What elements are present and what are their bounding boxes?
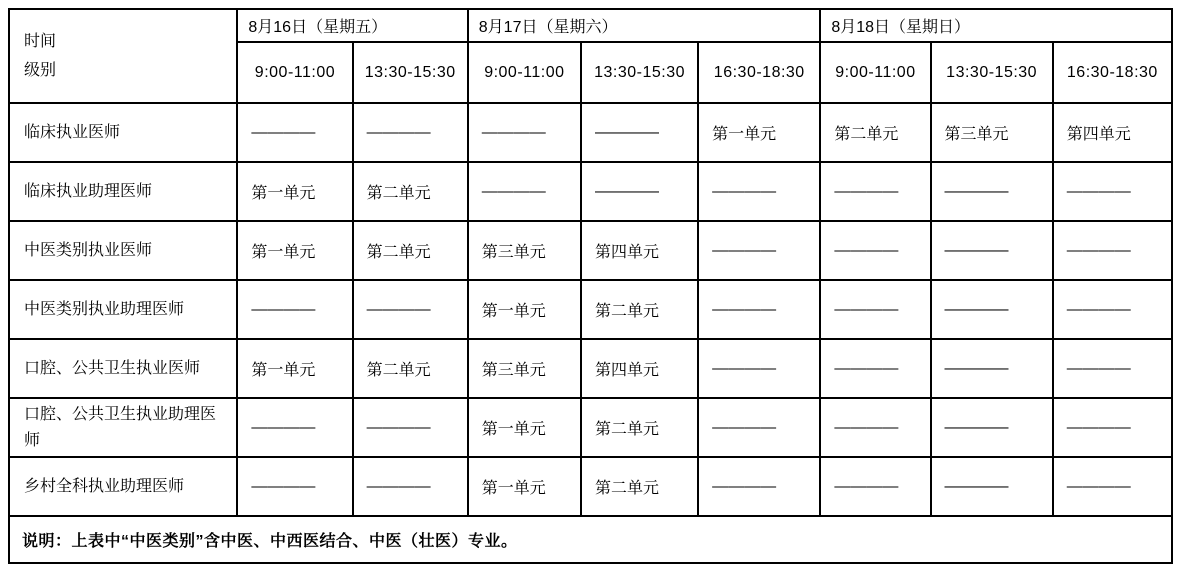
cell-r4-c4: 第二单元 bbox=[581, 280, 698, 339]
row-label: 中医类别执业助理医师 bbox=[9, 280, 237, 339]
time-header-c2: 13:30-15:30 bbox=[353, 42, 468, 103]
cell-r1-c6: 第二单元 bbox=[820, 103, 930, 162]
cell-r6-c1: ———— bbox=[237, 398, 352, 457]
cell-r4-c8: ———— bbox=[1053, 280, 1172, 339]
row-label: 临床执业助理医师 bbox=[9, 162, 237, 221]
cell-r3-c7: ———— bbox=[931, 221, 1053, 280]
row-label: 中医类别执业医师 bbox=[9, 221, 237, 280]
table-row-clinical-assistant bbox=[9, 162, 1172, 221]
table-row-rural-general-assistant bbox=[9, 457, 1172, 516]
date-header-aug17: 8月17日（星期六） bbox=[468, 9, 821, 42]
cell-r6-c3: 第一单元 bbox=[468, 398, 581, 457]
row-label: 口腔、公共卫生执业医师 bbox=[9, 339, 237, 398]
time-header-c4: 13:30-15:30 bbox=[581, 42, 698, 103]
cell-r6-c2: ———— bbox=[353, 398, 468, 457]
cell-r1-c8: 第四单元 bbox=[1053, 103, 1172, 162]
cell-r6-c7: ———— bbox=[931, 398, 1053, 457]
cell-r5-c6: ———— bbox=[820, 339, 930, 398]
cell-r2-c1: 第一单元 bbox=[237, 162, 352, 221]
cell-r1-c4: ———— bbox=[581, 103, 698, 162]
cell-r7-c2: ———— bbox=[353, 457, 468, 516]
row-label: 口腔、公共卫生执业助理医师 bbox=[9, 398, 237, 457]
cell-r7-c8: ———— bbox=[1053, 457, 1172, 516]
cell-r1-c3: ———— bbox=[468, 103, 581, 162]
time-header-c6: 9:00-11:00 bbox=[820, 42, 930, 103]
cell-r5-c4: 第四单元 bbox=[581, 339, 698, 398]
cell-r2-c7: ———— bbox=[931, 162, 1053, 221]
cell-r7-c1: ———— bbox=[237, 457, 352, 516]
cell-r5-c1: 第一单元 bbox=[237, 339, 352, 398]
cell-r5-c3: 第三单元 bbox=[468, 339, 581, 398]
cell-r2-c4: ———— bbox=[581, 162, 698, 221]
exam-schedule-page bbox=[0, 8, 1181, 584]
cell-r2-c6: ———— bbox=[820, 162, 930, 221]
corner-header-cell bbox=[9, 9, 237, 103]
exam-schedule-table bbox=[8, 8, 1173, 564]
date-header-aug16: 8月16日（星期五） bbox=[237, 9, 467, 42]
row-label: 临床执业医师 bbox=[9, 103, 237, 162]
cell-r7-c5: ———— bbox=[698, 457, 820, 516]
cell-r3-c6: ———— bbox=[820, 221, 930, 280]
cell-r5-c5: ———— bbox=[698, 339, 820, 398]
cell-r7-c3: 第一单元 bbox=[468, 457, 581, 516]
cell-r2-c2: 第二单元 bbox=[353, 162, 468, 221]
cell-r3-c2: 第二单元 bbox=[353, 221, 468, 280]
corner-label-time: 时间 bbox=[24, 33, 57, 50]
cell-r2-c5: ———— bbox=[698, 162, 820, 221]
row-label: 乡村全科执业助理医师 bbox=[9, 457, 237, 516]
cell-r1-c5: 第一单元 bbox=[698, 103, 820, 162]
cell-r4-c5: ———— bbox=[698, 280, 820, 339]
cell-r7-c6: ———— bbox=[820, 457, 930, 516]
table-row-tcm-physician bbox=[9, 221, 1172, 280]
cell-r7-c4: 第二单元 bbox=[581, 457, 698, 516]
cell-r5-c8: ———— bbox=[1053, 339, 1172, 398]
cell-r4-c3: 第一单元 bbox=[468, 280, 581, 339]
cell-r4-c6: ———— bbox=[820, 280, 930, 339]
cell-r2-c8: ———— bbox=[1053, 162, 1172, 221]
cell-r3-c5: ———— bbox=[698, 221, 820, 280]
cell-r4-c7: ———— bbox=[931, 280, 1053, 339]
cell-r3-c8: ———— bbox=[1053, 221, 1172, 280]
time-header-c7: 13:30-15:30 bbox=[931, 42, 1053, 103]
cell-r7-c7: ———— bbox=[931, 457, 1053, 516]
cell-r6-c4: 第二单元 bbox=[581, 398, 698, 457]
date-header-aug18: 8月18日（星期日） bbox=[820, 9, 1172, 42]
table-row-dental-public-health-assistant bbox=[9, 398, 1172, 457]
cell-r4-c2: ———— bbox=[353, 280, 468, 339]
time-header-c8: 16:30-18:30 bbox=[1053, 42, 1172, 103]
time-header-c5: 16:30-18:30 bbox=[698, 42, 820, 103]
cell-r1-c1: ———— bbox=[237, 103, 352, 162]
cell-r5-c7: ———— bbox=[931, 339, 1053, 398]
cell-r2-c3: ———— bbox=[468, 162, 581, 221]
cell-r3-c4: 第四单元 bbox=[581, 221, 698, 280]
cell-r4-c1: ———— bbox=[237, 280, 352, 339]
time-header-c1: 9:00-11:00 bbox=[237, 42, 352, 103]
table-row-tcm-assistant bbox=[9, 280, 1172, 339]
table-note: 说明：上表中“中医类别”含中医、中西医结合、中医（壮医）专业。 bbox=[9, 516, 1172, 563]
cell-r5-c2: 第二单元 bbox=[353, 339, 468, 398]
note-row bbox=[9, 516, 1172, 563]
cell-r6-c8: ———— bbox=[1053, 398, 1172, 457]
cell-r1-c7: 第三单元 bbox=[931, 103, 1053, 162]
date-header-row bbox=[9, 9, 1172, 42]
cell-r1-c2: ———— bbox=[353, 103, 468, 162]
cell-r6-c6: ———— bbox=[820, 398, 930, 457]
table-row-clinical-physician bbox=[9, 103, 1172, 162]
cell-r3-c3: 第三单元 bbox=[468, 221, 581, 280]
cell-r6-c5: ———— bbox=[698, 398, 820, 457]
table-row-dental-public-health-physician bbox=[9, 339, 1172, 398]
cell-r3-c1: 第一单元 bbox=[237, 221, 352, 280]
time-header-c3: 9:00-11:00 bbox=[468, 42, 581, 103]
corner-label-level: 级别 bbox=[24, 62, 57, 79]
